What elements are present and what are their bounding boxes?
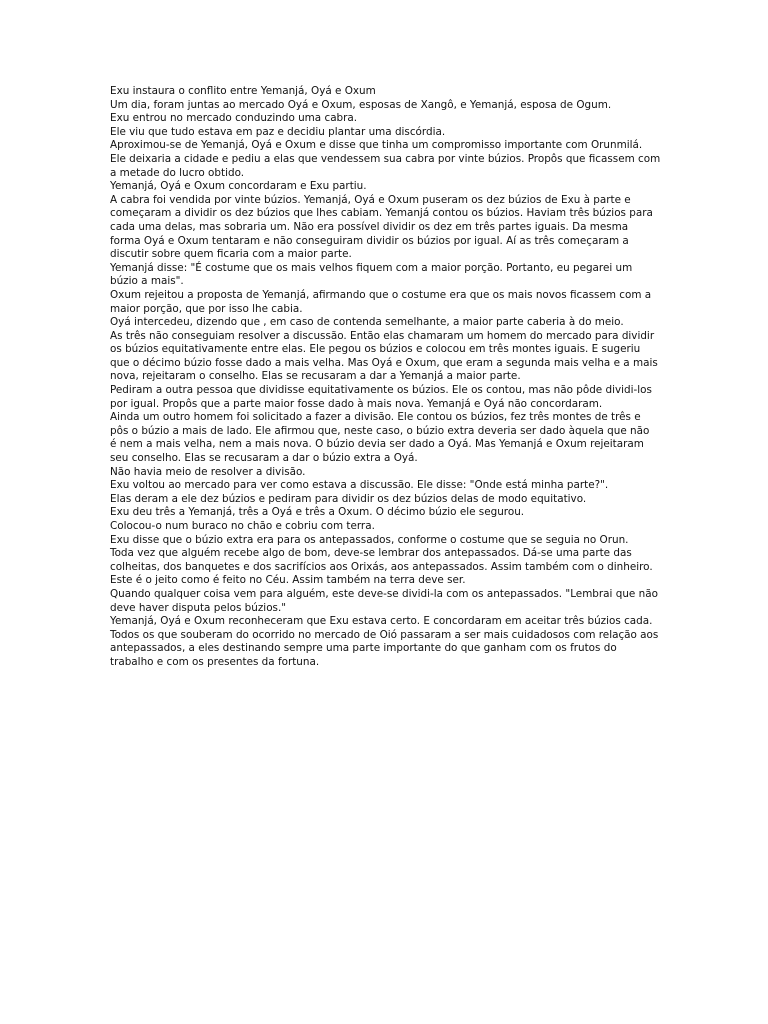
text-line: começaram a dividir os dez búzios que lhes cabiam. Yemanjá contou os búzios. Haviam três búzios para [110, 207, 653, 220]
text-line: Oxum rejeitou a proposta de Yemanjá, afirmando que o costume era que os mais novos ficassem com a [110, 288, 652, 301]
text-line: Ele deixaria a cidade e pediu a elas que vendessem sua cabra por vinte búzios. Propôs que ficassem com [110, 152, 661, 165]
text-line: que o décimo búzio fosse dado a mais velha. Mas Oyá e Oxum, que eram a segunda mais velha e a mais [110, 356, 658, 369]
text-line: os búzios equitativamente entre elas. Ele pegou os búzios e colocou em três montes iguais. E sugeriu [110, 343, 641, 356]
document-text [110, 85, 660, 670]
text-line: discutir sobre quem ficaria com a maior parte. [110, 248, 352, 261]
text-line: trabalho e com os presentes da fortuna. [110, 655, 320, 668]
text-line: Yemanjá, Oyá e Oxum reconheceram que Exu estava certo. E concordaram em aceitar três búzios cada. [110, 615, 653, 628]
text-line: A cabra foi vendida por vinte búzios. Yemanjá, Oyá e Oxum puseram os dez búzios de Exu à parte e [110, 193, 631, 206]
text-line: búzio a mais". [110, 275, 184, 288]
text-line: Yemanjá disse: "É costume que os mais velhos fiquem com a maior porção. Portanto, eu pegarei um [110, 261, 633, 274]
text-line: Ainda um outro homem foi solicitado a fazer a divisão. Ele contou os búzios, fez três montes de três e [110, 411, 641, 424]
text-line: Exu voltou ao mercado para ver como estava a discussão. Ele disse: "Onde está minha parte?". [110, 479, 609, 492]
text-line: Não havia meio de resolver a divisão. [110, 465, 306, 478]
text-line: Este é o jeito como é feito no Céu. Assim também na terra deve ser. [110, 574, 466, 587]
text-line: maior porção, que por isso lhe cabia. [110, 302, 303, 315]
text-line: Todos os que souberam do ocorrido no mercado de Oió passaram a ser mais cuidadosos com relação aos [110, 628, 659, 641]
text-line: Um dia, foram juntas ao mercado Oyá e Oxum, esposas de Xangô, e Yemanjá, esposa de Ogum. [110, 98, 612, 111]
text-line: Quando qualquer coisa vem para alguém, este deve-se dividi-la com os antepassados. "Lembrai que não [110, 587, 658, 600]
text-line: é nem a mais velha, nem a mais nova. O búzio devia ser dado a Oyá. Mas Yemanjá e Oxum rejeitaram [110, 438, 644, 451]
text-line: As três não conseguiam resolver a discussão. Então elas chamaram um homem do mercado para dividir [110, 329, 655, 342]
text-line: Exu disse que o búzio extra era para os antepassados, conforme o costume que se seguia no Orun. [110, 533, 629, 546]
text-line: Oyá intercedeu, dizendo que , em caso de contenda semelhante, a maior parte caberia à do meio. [110, 316, 624, 329]
text-line: Colocou-o num buraco no chão e cobriu com terra. [110, 520, 375, 532]
text-line: Ele viu que tudo estava em paz e decidiu plantar uma discórdia. [110, 125, 446, 138]
text-line: Yemanjá, Oyá e Oxum concordaram e Exu partiu. [110, 180, 367, 193]
text-line: Toda vez que alguém recebe algo de bom, deve-se lembrar dos antepassados. Dá-se uma parte das [110, 547, 632, 560]
text-line: Aproximou-se de Yemanjá, Oyá e Oxum e disse que tinha um compromisso importante com Orunmilá. [110, 139, 643, 152]
text-line: cada uma delas, mas sobraria um. Não era possível dividir os dez em três partes iguais. Da mesma [110, 220, 629, 233]
text-line: nova, rejeitaram o conselho. Elas se recusaram a dar a Yemanjá a maior parte. [110, 370, 521, 383]
document-title: Exu instaura o conflito entre Yemanjá, Oyá e Oxum [110, 85, 376, 97]
text-line: Exu deu três a Yemanjá, três a Oyá e três a Oxum. O décimo búzio ele segurou. [110, 506, 525, 519]
text-line: Exu entrou no mercado conduzindo uma cabra. [110, 112, 358, 125]
text-line: Pediram a outra pessoa que dividisse equitativamente os búzios. Ele os contou, mas não pôde dividi-los [110, 384, 652, 397]
text-line: deve haver disputa pelos búzios." [110, 601, 287, 614]
text-line: por igual. Propôs que a parte maior fosse dado à mais nova. Yemanjá e Oyá não concordaram. [110, 397, 603, 410]
text-line: pôs o búzio a mais de lado. Ele afirmou que, neste caso, o búzio extra deveria ser dado àquela que não [110, 424, 650, 437]
text-line: colheitas, dos banquetes e dos sacrifícios aos Orixás, aos antepassados. Assim também com o dinheiro. [110, 560, 653, 573]
text-line: Elas deram a ele dez búzios e pediram para dividir os dez búzios delas de modo equitativo. [110, 492, 587, 505]
text-line: forma Oyá e Oxum tentaram e não conseguiram dividir os búzios por igual. Aí as três começaram a [110, 234, 629, 247]
text-line: antepassados, a eles destinando sempre uma parte importante do que ganham com os frutos do [110, 642, 617, 655]
text-line: a metade do lucro obtido. [110, 166, 245, 179]
text-line: seu conselho. Elas se recusaram a dar o búzio extra a Oyá. [110, 452, 418, 465]
